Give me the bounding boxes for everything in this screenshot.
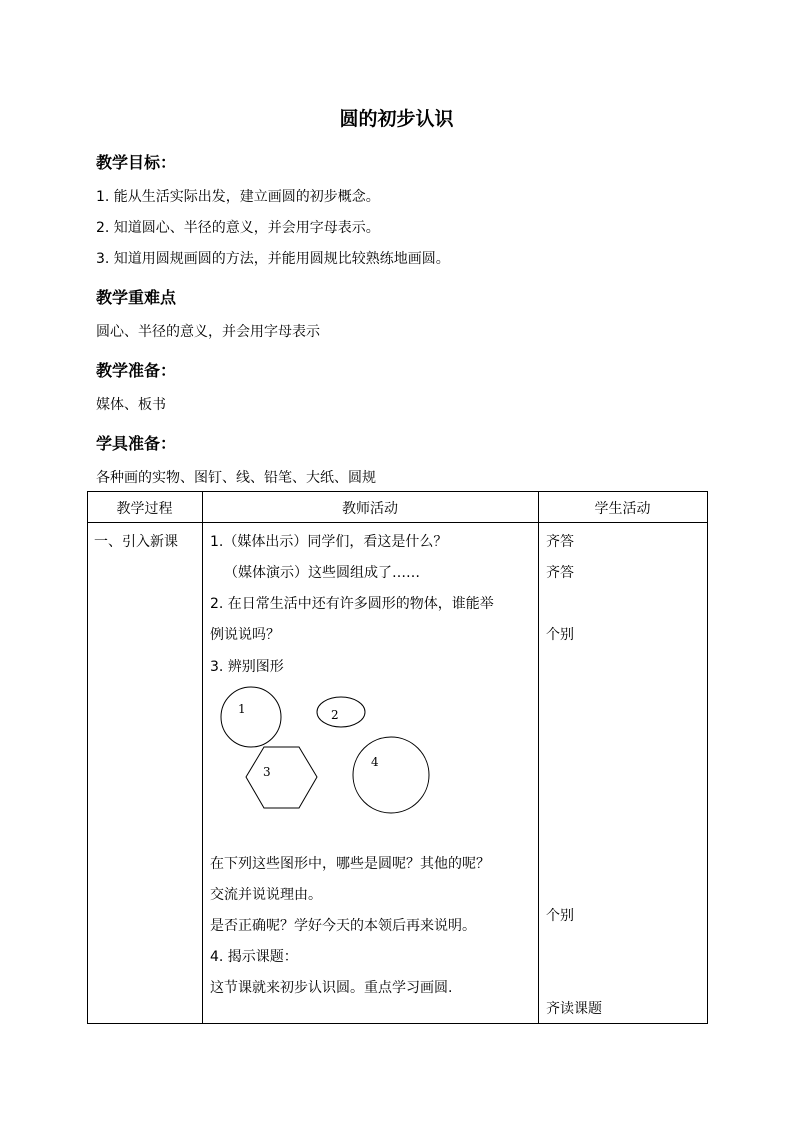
student-line: 个别 [546,627,574,643]
objective-item: 1. 能从生活实际出发，建立画圆的初步概念。 [96,189,380,205]
preparation-heading: 教学准备： [96,361,177,380]
key-points-text: 圆心、半径的意义，并会用字母表示 [96,324,320,340]
shape-label: 2 [331,708,339,722]
table-column-divider [202,491,203,1023]
student-prep-heading: 学具准备： [96,434,177,453]
shapes-figure [210,680,450,820]
teacher-line: 交流并说说理由。 [210,887,322,903]
preparation-text: 媒体、板书 [96,397,166,413]
objective-item: 2. 知道圆心、半径的意义，并会用字母表示。 [96,220,380,236]
page-title: 圆的初步认识 [339,108,454,130]
student-line: 齐答 [546,534,574,550]
teacher-line: 2. 在日常生活中还有许多圆形的物体，谁能举 [210,596,494,612]
teacher-line: 3. 辨别图形 [210,659,284,675]
student-line: 齐答 [546,565,574,581]
key-points-heading: 教学重难点 [96,288,177,307]
header-student: 学生活动 [594,501,651,517]
ellipse-shape [317,697,365,727]
teacher-line: 这节课就来初步认识圆。重点学习画圆. [210,980,453,996]
teacher-line: 1.（媒体出示）同学们，看这是什么？ [210,534,448,550]
teacher-line: （媒体演示）这些圆组成了…… [224,565,420,581]
student-prep-text: 各种画的实物、图钉、线、铅笔、大纸、圆规 [96,470,376,486]
circle-shape [353,737,429,813]
stage-label: 一、引入新课 [94,534,178,550]
header-process: 教学过程 [116,501,173,517]
teacher-line: 例说说吗？ [210,627,280,643]
table-column-divider [538,491,539,1023]
teacher-line: 4. 揭示课题： [210,949,298,965]
objectives-heading: 教学目标： [96,153,177,172]
teacher-line: 在下列这些图形中，哪些是圆呢？其他的呢？ [210,856,490,872]
teacher-line: 是否正确呢？学好今天的本领后再来说明。 [210,918,476,934]
circle-shape [221,687,281,747]
shape-label: 4 [371,755,379,769]
student-line: 个别 [546,908,574,924]
objective-item: 3. 知道用圆规画圆的方法，并能用圆规比较熟练地画圆。 [96,251,450,267]
hexagon-shape [246,747,317,808]
header-teacher: 教师活动 [342,501,398,517]
student-line: 齐读课题 [546,1001,602,1017]
table-header-divider [87,522,707,523]
shape-label: 1 [238,702,246,716]
shape-label: 3 [263,765,271,779]
